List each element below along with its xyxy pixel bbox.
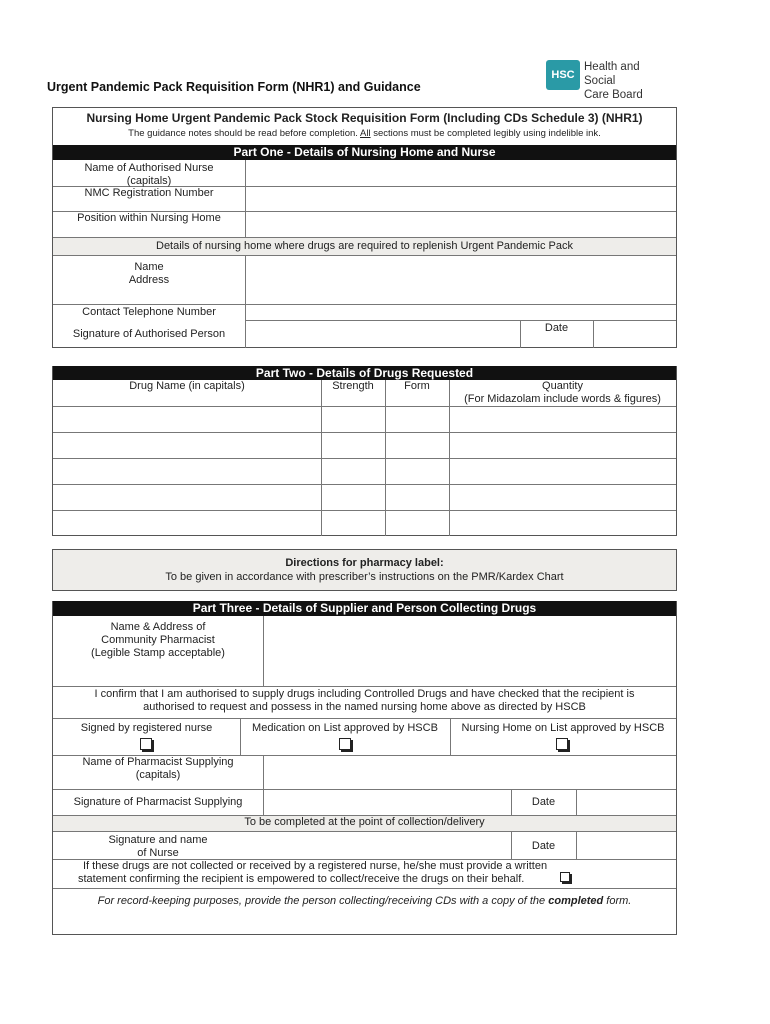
pharmacist-name-field[interactable]	[264, 756, 676, 789]
drug-name-header: Drug Name (in capitals)	[129, 380, 245, 392]
pharmacist-name-label-2: (capitals)	[135, 769, 181, 781]
nurse-date-label: Date	[531, 840, 556, 852]
not-nurse-statement	[78, 860, 547, 886]
record-post: form.	[603, 895, 632, 907]
written-statement-checkbox[interactable]	[560, 872, 570, 882]
part-one-heading: Part One - Details of Nursing Home and Nurse	[53, 145, 676, 160]
record-bold: completed	[548, 895, 604, 907]
med-list-checkbox[interactable]	[339, 738, 351, 750]
pharmacist-date-label: Date	[531, 796, 556, 808]
logo-line-2: Care Board	[584, 89, 643, 101]
logo-text	[584, 60, 666, 102]
pharmacist-name-label	[53, 756, 263, 782]
pharmacy-stamp-field[interactable]	[264, 617, 676, 686]
confirm-statement	[53, 688, 676, 714]
guidance-all: All	[360, 128, 371, 139]
pharmacist-date-field[interactable]	[577, 790, 676, 815]
home-name-address-field[interactable]	[246, 256, 676, 304]
pharmacy-label-3: (Legible Stamp acceptable)	[91, 647, 225, 659]
nurse-sig-label-1: Signature and name	[108, 834, 208, 846]
signed-nurse-checkbox[interactable]	[140, 738, 152, 750]
home-name-label	[53, 261, 245, 287]
position-label: Position within Nursing Home	[77, 212, 221, 224]
guidance-note	[52, 128, 677, 139]
drug-row[interactable]	[53, 459, 676, 484]
part-two-heading: Part Two - Details of Drugs Requested	[53, 366, 676, 380]
guidance-pre: The guidance notes should be read before completion.	[128, 128, 361, 139]
signed-nurse-label: Signed by registered nurse	[80, 722, 213, 734]
directions-box	[52, 549, 677, 591]
drug-row[interactable]	[53, 407, 676, 432]
home-address-text: Address	[128, 274, 170, 286]
home-list-label: Nursing Home on List approved by HSCB	[461, 722, 665, 734]
not-nurse-line-2: statement confirming the recipient is empowered to collect/receive the drugs on their behalf.	[78, 873, 525, 885]
med-list-label: Medication on List approved by HSCB	[252, 722, 438, 734]
guidance-post: sections must be completed legibly using indelible ink.	[370, 128, 601, 139]
phone-field[interactable]	[246, 305, 676, 320]
not-nurse-line-1: If these drugs are not collected or received by a registered nurse, he/she must provide a written	[83, 860, 548, 872]
record-keeping-note	[53, 895, 676, 907]
confirm-line-1: I confirm that I am authorised to supply drugs including Controlled Drugs and have checked that the recipient is	[94, 688, 635, 700]
signature-field[interactable]	[246, 321, 520, 348]
drug-row[interactable]	[53, 511, 676, 536]
quantity-header-note: (For Midazolam include words & figures)	[464, 393, 661, 405]
directions-text: To be given in accordance with prescriber’s instructions on the PMR/Kardex Chart	[165, 571, 564, 583]
pharmacist-sig-field[interactable]	[264, 790, 511, 815]
nurse-name-label-2: (capitals)	[126, 175, 172, 187]
date-field[interactable]	[594, 321, 676, 348]
position-field[interactable]	[246, 212, 676, 237]
pharmacy-label-1: Name & Address of	[110, 621, 206, 633]
nurse-name-label-1: Name of Authorised Nurse	[84, 162, 214, 174]
page-title: Urgent Pandemic Pack Requisition Form (NHR1) and Guidance	[47, 80, 421, 94]
nurse-name-field[interactable]	[246, 161, 676, 186]
logo-mark: HSC	[546, 60, 580, 90]
home-details-label: Details of nursing home where drugs are required to replenish Urgent Pandemic Pack	[156, 240, 573, 252]
nurse-sig-field[interactable]	[264, 832, 511, 859]
part-three-heading: Part Three - Details of Supplier and Person Collecting Drugs	[53, 601, 676, 616]
collection-label: To be completed at the point of collection/delivery	[244, 816, 485, 828]
quantity-header	[449, 380, 676, 406]
pharmacist-name-label-1: Name of Pharmacist Supplying	[82, 756, 234, 768]
strength-header: Strength	[332, 380, 374, 392]
nmc-field[interactable]	[246, 187, 676, 211]
drug-row[interactable]	[53, 485, 676, 510]
phone-label: Contact Telephone Number	[82, 306, 216, 318]
signature-label: Signature of Authorised Person	[72, 328, 226, 340]
quantity-header-text: Quantity	[542, 380, 583, 392]
pharmacist-sig-label: Signature of Pharmacist Supplying	[73, 796, 243, 808]
home-name-text: Name	[134, 261, 164, 273]
home-list-checkbox[interactable]	[556, 738, 568, 750]
logo-line-1: Health and Social	[584, 61, 640, 87]
confirm-line-2: authorised to request and possess in the named nursing home above as directed by HSCB	[143, 701, 586, 713]
nurse-sig-label-2: of Nurse	[137, 847, 179, 859]
pharmacy-label	[53, 621, 263, 660]
nmc-label: NMC Registration Number	[84, 187, 214, 199]
nurse-sig-label	[53, 834, 263, 860]
directions-heading: Directions for pharmacy label:	[285, 557, 444, 569]
hsc-logo	[546, 60, 666, 101]
record-pre: For record-keeping purposes, provide the person collecting/receiving CDs with a copy of the	[97, 895, 549, 907]
nurse-date-field[interactable]	[577, 832, 676, 859]
drug-row[interactable]	[53, 433, 676, 458]
form-title: Nursing Home Urgent Pandemic Pack Stock Requisition Form (Including CDs Schedule 3) (NHR1)	[86, 111, 643, 125]
form-header: Form	[404, 380, 430, 392]
pharmacy-label-2: Community Pharmacist	[101, 634, 215, 646]
nurse-name-label	[53, 162, 245, 188]
date-label: Date	[544, 322, 569, 334]
